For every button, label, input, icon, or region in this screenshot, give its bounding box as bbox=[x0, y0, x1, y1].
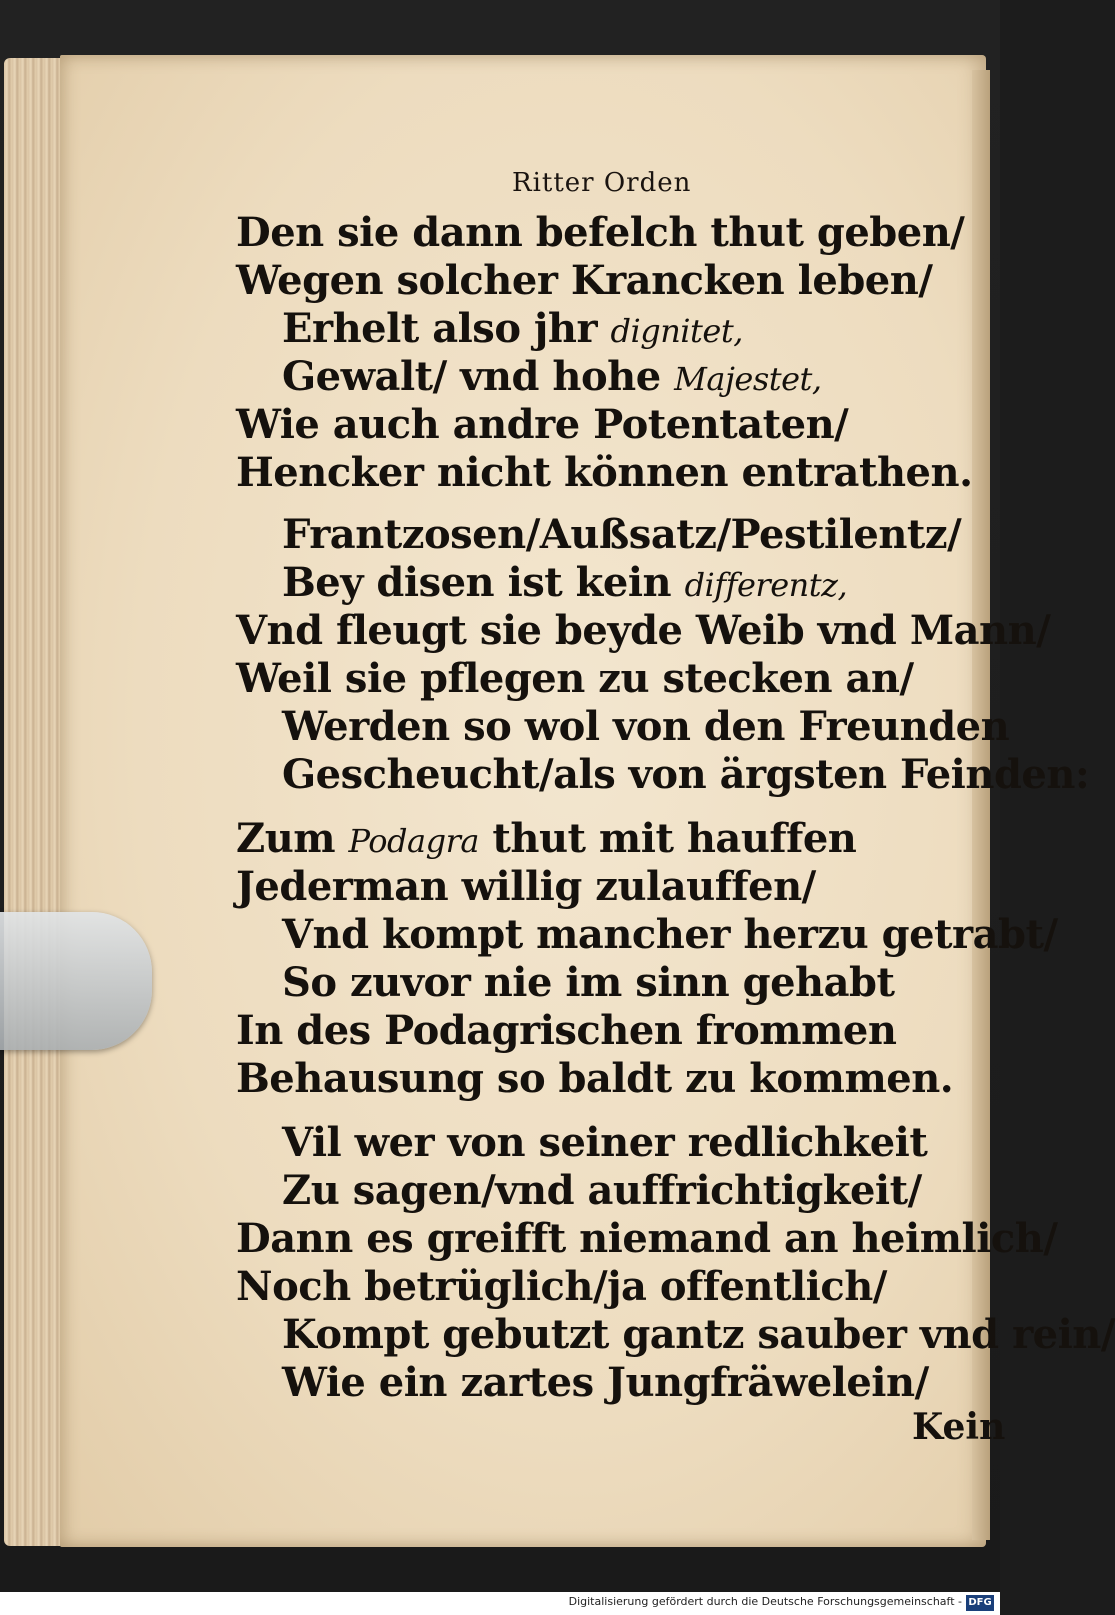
verse-line: Noch betrüglich/ja offentlich/ bbox=[236, 1263, 887, 1310]
verse-line: Behausung so baldt zu kommen. bbox=[236, 1055, 954, 1102]
verse-line: Vnd kompt mancher herzu getrabt/ bbox=[282, 911, 1058, 958]
dfg-logo-icon: DFG bbox=[966, 1595, 994, 1611]
verse-line: Kompt gebutzt gantz sauber vnd rein/ bbox=[282, 1311, 1115, 1358]
footer-credit: Digitalisierung gefördert durch die Deutsche Forschungsgemeinschaft - bbox=[568, 1595, 962, 1608]
verse-line: Gescheucht/als von ärgsten Feinden: bbox=[282, 751, 1090, 798]
verse-line: So zuvor nie im sinn gehabt bbox=[282, 959, 895, 1006]
verse-line: Zu sagen/vnd auffrichtigkeit/ bbox=[282, 1167, 922, 1214]
verse-line: Gewalt/ vnd hohe Majestet, bbox=[282, 353, 822, 400]
verse-line: Weil sie pflegen zu stecken an/ bbox=[236, 655, 914, 702]
catchword: Kein bbox=[912, 1406, 1006, 1448]
verse-line: Werden so wol von den Freunden bbox=[282, 703, 1010, 750]
verse-line: Erhelt also jhr dignitet, bbox=[282, 305, 743, 352]
verse-line: Den sie dann befelch thut geben/ bbox=[236, 209, 965, 256]
digitization-footer bbox=[0, 1592, 1000, 1615]
verse-line: Wie auch andre Potentaten/ bbox=[236, 401, 849, 448]
verse-line: In des Podagrischen frommen bbox=[236, 1007, 897, 1054]
verse-line: Vnd fleugt sie beyde Weib vnd Mann/ bbox=[236, 607, 1051, 654]
verse-line: Bey disen ist kein differentz, bbox=[282, 559, 848, 606]
verse-line: Frantzosen/Außsatz/Pestilentz/ bbox=[282, 511, 962, 558]
verse-line: Wegen solcher Krancken leben/ bbox=[236, 257, 933, 304]
verse-line: Jederman willig zulauffen/ bbox=[236, 863, 816, 910]
verse-line: Zum Podagra thut mit hauffen bbox=[236, 815, 857, 862]
verse-line: Vil wer von seiner redlichkeit bbox=[282, 1119, 928, 1166]
verse-line: Dann es greifft niemand an heimlich/ bbox=[236, 1215, 1058, 1262]
running-head: Ritter Orden bbox=[512, 168, 692, 198]
verse-line: Hencker nicht können entrathen. bbox=[236, 449, 973, 496]
verse-line: Wie ein zartes Jungfräwelein/ bbox=[282, 1359, 929, 1406]
